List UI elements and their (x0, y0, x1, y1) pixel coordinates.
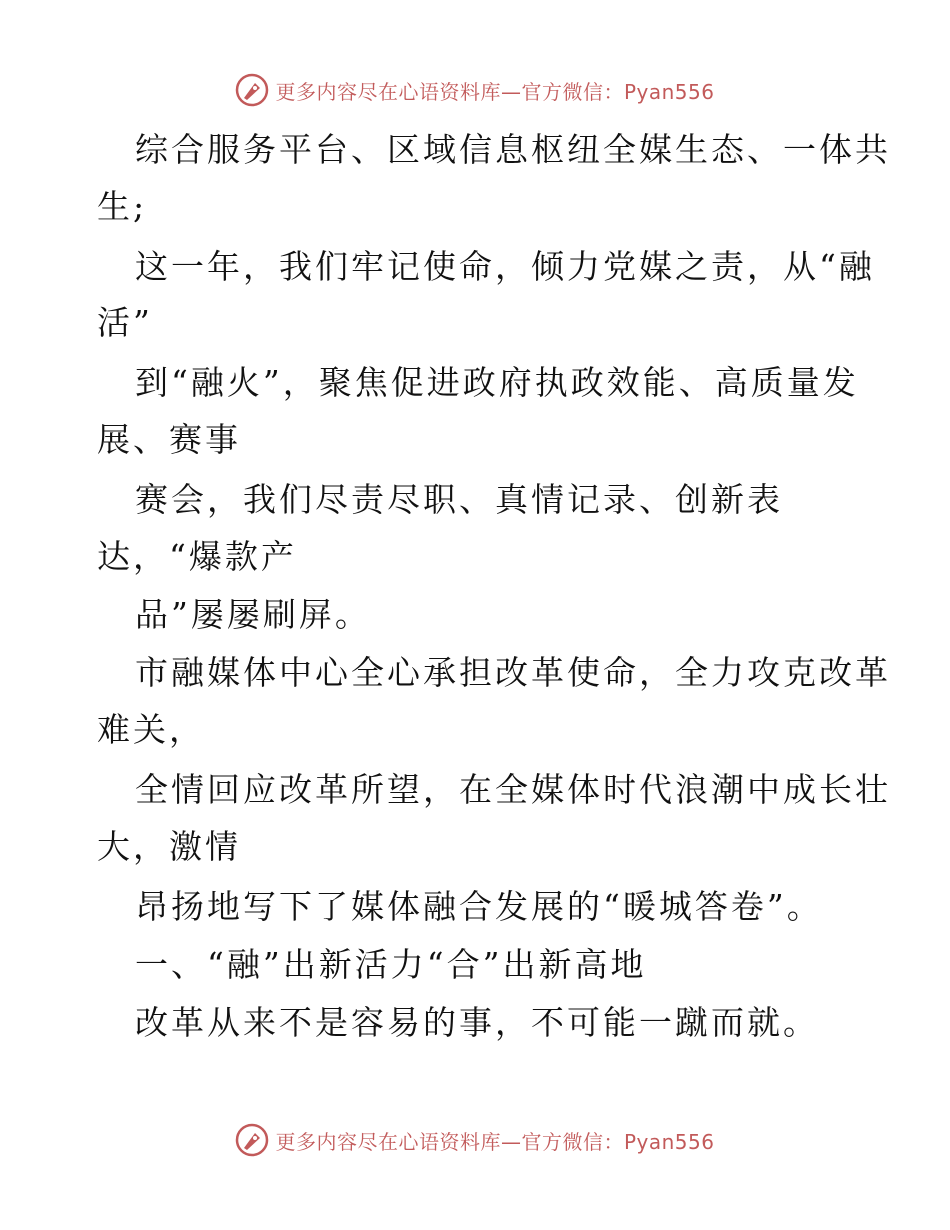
section-heading: 一、“融”出新活力“合”出新高地 (135, 945, 647, 984)
body-line: 这一年，我们牢记使命，倾力党媒之责，从“融 (135, 247, 875, 286)
body-line: 达，“爆款产 (97, 537, 297, 576)
footer-watermark (0, 1120, 950, 1160)
header-watermark-text: 更多内容尽在心语资料库—官方微信：Pyan556 (275, 79, 715, 104)
body-line: 改革从来不是容易的事，不可能一蹴而就。 (135, 1003, 819, 1042)
pen-nib-logo-icon (235, 1123, 269, 1157)
footer-watermark-text: 更多内容尽在心语资料库—官方微信：Pyan556 (275, 1129, 715, 1154)
body-line: 昂扬地写下了媒体融合发展的“暖城答卷”。 (135, 887, 823, 926)
body-line: 难关， (97, 710, 205, 749)
body-line: 赛会，我们尽责尽职、真情记录、创新表 (135, 480, 783, 519)
body-line: 市融媒体中心全心承担改革使命，全力攻克改革 (135, 653, 891, 692)
body-line: 大，激情 (97, 827, 241, 866)
body-line: 品”屡屡刷屏。 (135, 595, 371, 634)
body-line: 生; (97, 187, 148, 226)
body-line: 到“融火”，聚焦促进政府执政效能、高质量发 (135, 363, 859, 402)
body-line: 活” (97, 303, 153, 342)
body-line: 综合服务平台、区域信息枢纽全媒生态、一体共 (135, 130, 891, 169)
body-line: 全情回应改革所望，在全媒体时代浪潮中成长壮 (135, 770, 891, 809)
header-watermark (0, 70, 950, 110)
body-line: 展、赛事 (97, 420, 241, 459)
pen-nib-logo-icon (235, 73, 269, 107)
